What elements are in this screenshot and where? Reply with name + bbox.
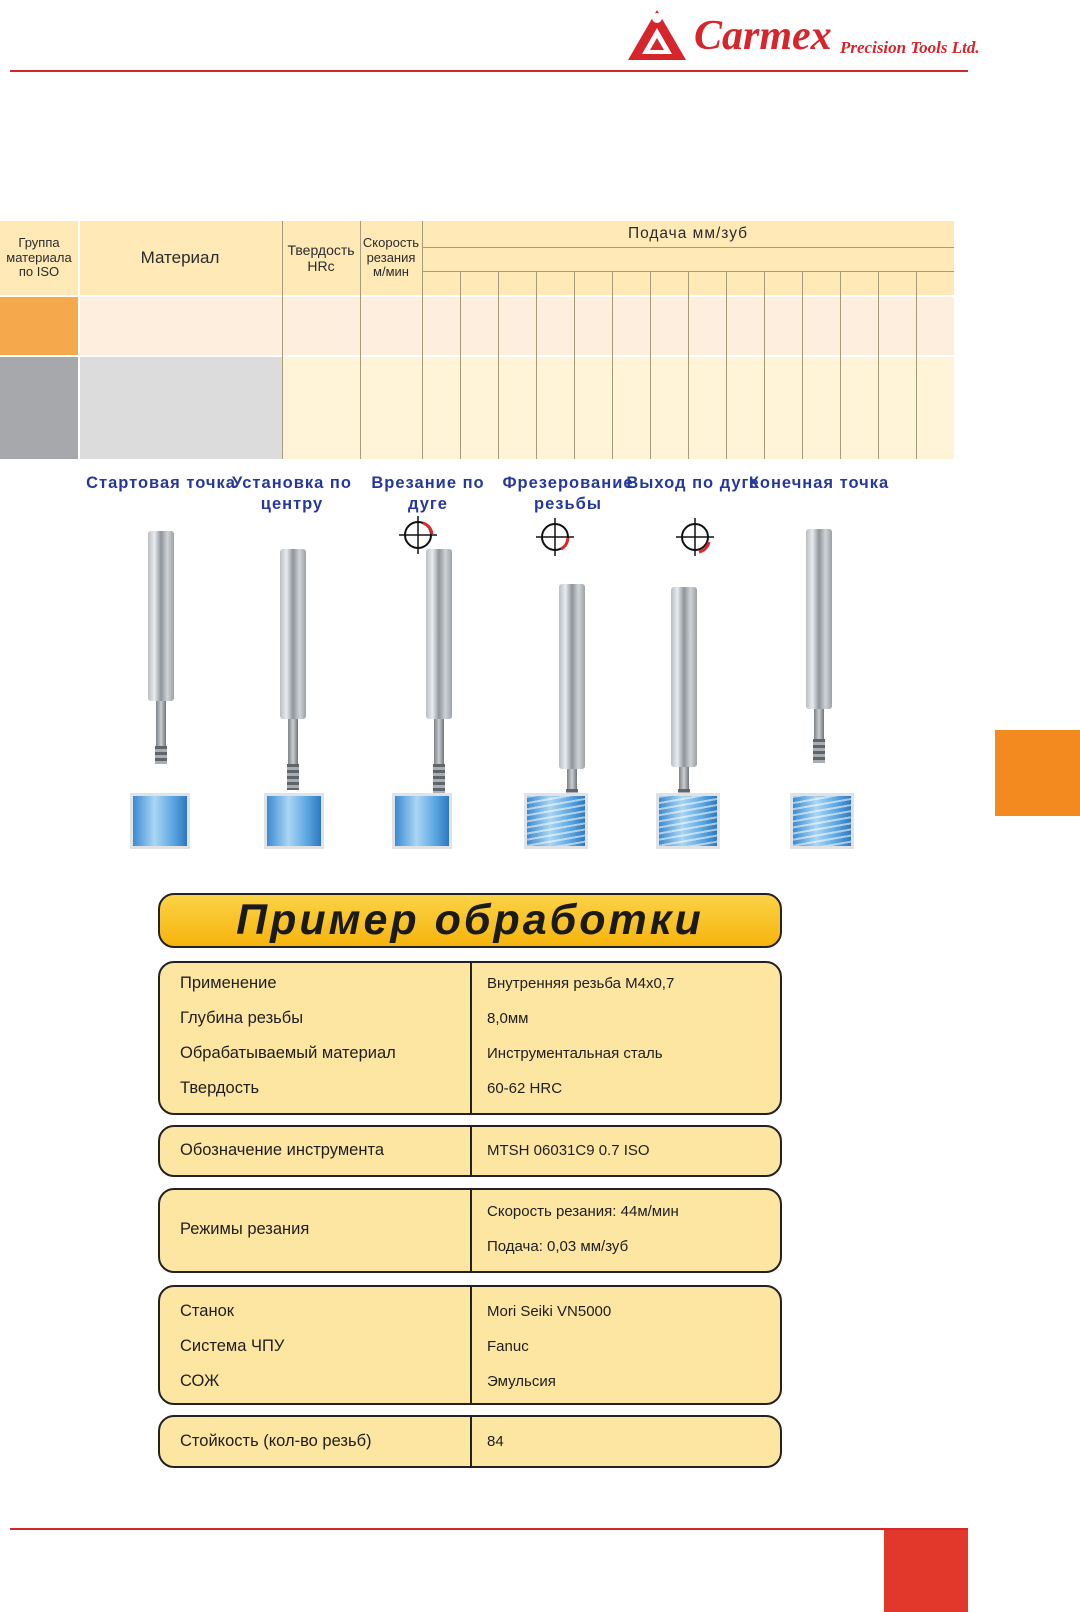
tool-designation-label: Обозначение инструмента — [180, 1141, 385, 1159]
thread-depth-value: 8,0мм — [487, 1010, 529, 1027]
coolant-value: Эмульсия — [487, 1373, 556, 1390]
carmex-emblem-icon — [626, 8, 688, 62]
machine-value: Mori Seiki VN5000 — [487, 1303, 612, 1320]
thread-milling-icon — [536, 518, 574, 556]
table-row — [78, 297, 954, 355]
cutting-conditions-panel — [158, 1188, 782, 1273]
step-label-center: Установка по центру — [232, 474, 352, 513]
cutting-speed-value: Скорость резания: 44м/мин — [487, 1203, 679, 1220]
tool-arc-in — [426, 549, 452, 799]
tool-designation-value: MTSH 06031C9 0.7 ISO — [487, 1142, 650, 1159]
step-label-end: Конечная точка — [748, 474, 890, 492]
header-feed: Подача мм/зуб — [627, 225, 749, 243]
header-divider — [10, 70, 968, 72]
workpiece-center — [264, 793, 324, 849]
workpiece-end — [790, 793, 854, 849]
header-speed: Скорость резания м/мин — [362, 234, 420, 280]
tool-life-label: Стойкость (кол-во резьб) — [180, 1432, 372, 1450]
machine-label: Станок — [180, 1302, 234, 1320]
tool-start — [148, 531, 174, 781]
application-value: Внутренняя резьба М4х0,7 — [487, 975, 675, 992]
step-label-arc-in: Врезание по дуге — [371, 474, 485, 513]
page-corner-red — [884, 1530, 968, 1612]
iso-group-swatch-grey — [0, 357, 78, 459]
tool-life-value: 84 — [487, 1433, 504, 1450]
cnc-label: Система ЧПУ — [180, 1337, 285, 1355]
cnc-value: Fanuc — [487, 1338, 529, 1355]
section-tab-orange — [995, 730, 1080, 816]
iso-group-swatch-orange — [0, 297, 78, 355]
cutting-conditions-label: Режимы резания — [180, 1220, 310, 1238]
example-title: Пример обработки — [158, 893, 782, 948]
tool-life-panel — [158, 1415, 782, 1468]
step-label-arc-out: Выход по дуге — [626, 474, 760, 492]
footer-divider — [10, 1528, 968, 1530]
material-label: Обрабатываемый материал — [180, 1044, 396, 1062]
header-iso-group: Группа материала по ISO — [6, 234, 72, 280]
workpiece-milling — [524, 793, 588, 849]
workpiece-start — [130, 793, 190, 849]
feed-value: Подача: 0,03 мм/зуб — [487, 1238, 629, 1255]
hardness-value: 60-62 HRC — [487, 1080, 563, 1097]
tool-end — [806, 529, 832, 779]
step-label-start: Стартовая точка — [86, 474, 236, 492]
tool-center — [280, 549, 306, 799]
brand-name: Carmex — [694, 13, 832, 59]
arc-exit-icon — [676, 518, 714, 556]
step-label-milling: Фрезерование резьбы — [502, 474, 634, 513]
workpiece-arc-in — [392, 793, 452, 849]
header-hardness: Твердость HRc — [287, 241, 355, 274]
material-value: Инструментальная сталь — [487, 1045, 663, 1062]
cutting-data-table — [0, 221, 954, 459]
application-panel — [158, 961, 782, 1115]
table-row — [282, 357, 954, 459]
coolant-label: СОЖ — [180, 1372, 220, 1390]
brand-tagline: Precision Tools Ltd. — [840, 38, 980, 57]
tool-panel — [158, 1125, 782, 1177]
machine-panel — [158, 1285, 782, 1405]
carmex-logo — [626, 8, 980, 64]
header-material: Материал — [140, 248, 220, 268]
workpiece-arc-out — [656, 793, 720, 849]
application-label: Применение — [180, 974, 277, 992]
thread-depth-label: Глубина резьбы — [180, 1009, 304, 1027]
table-row — [78, 357, 282, 459]
hardness-label: Твердость — [180, 1079, 260, 1097]
